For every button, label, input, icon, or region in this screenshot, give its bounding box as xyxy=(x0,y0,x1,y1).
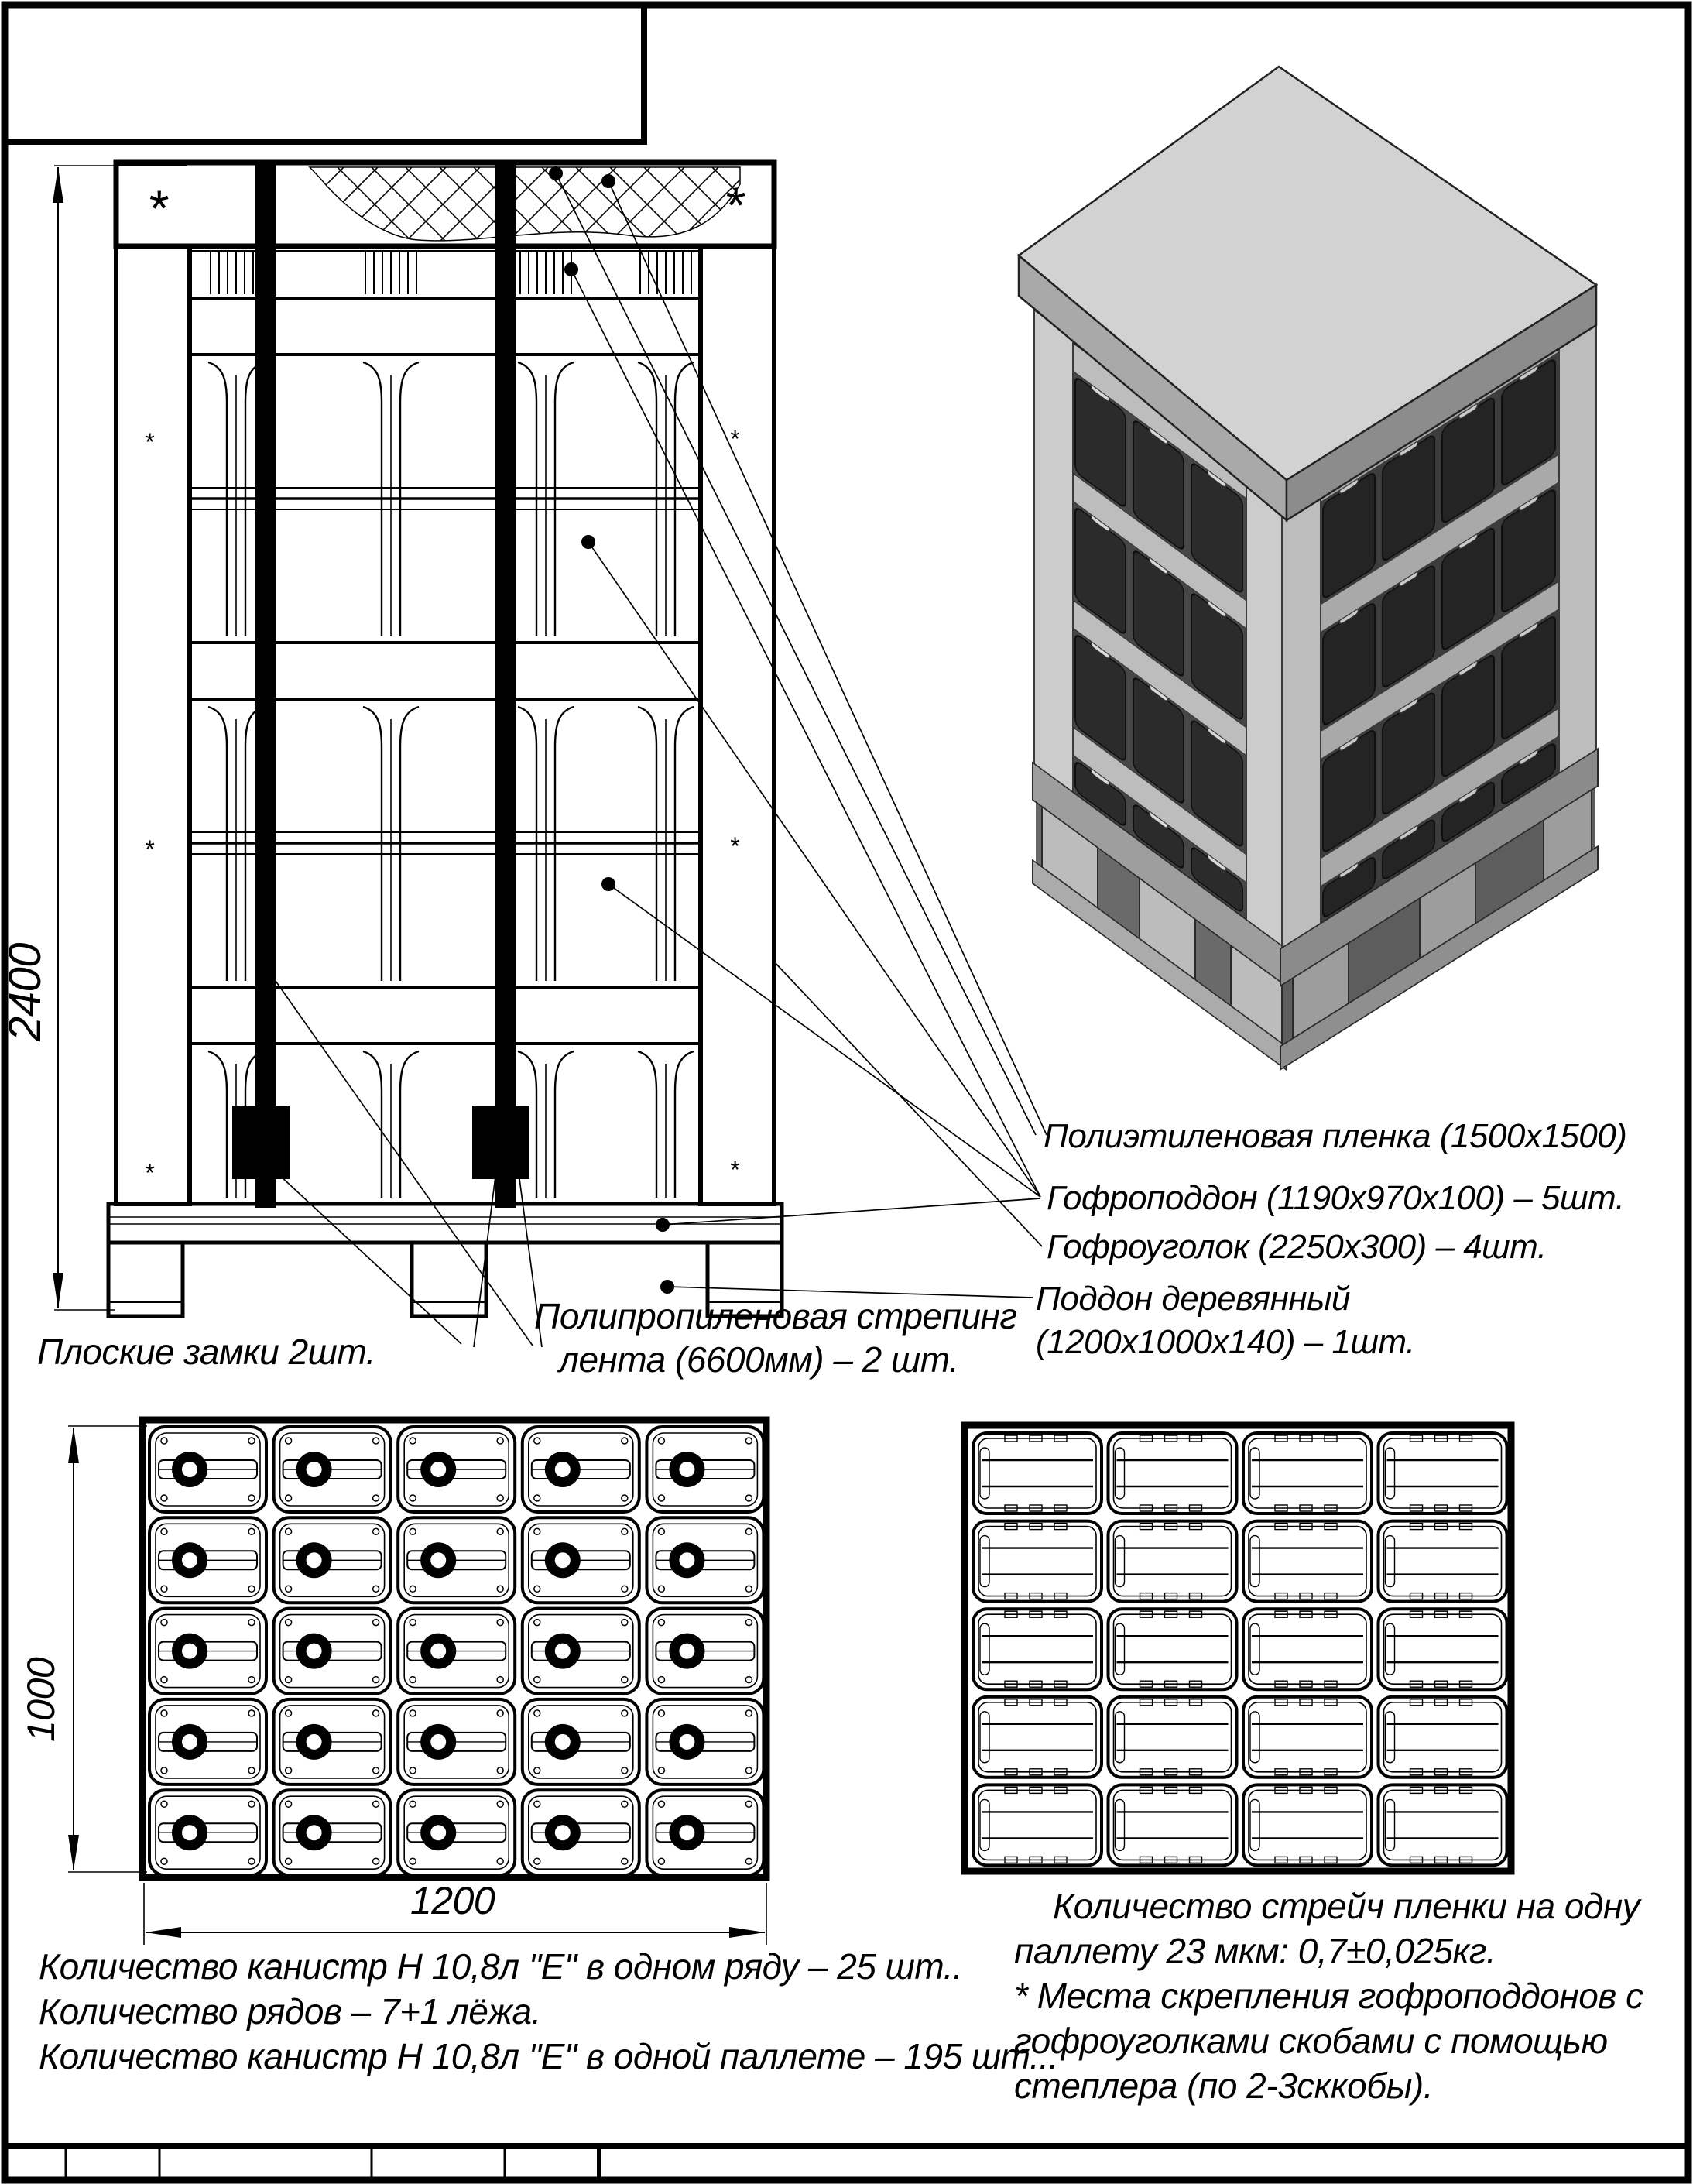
iso-corner-board xyxy=(1282,470,1321,951)
canister-column xyxy=(555,1051,574,1198)
dimension-1000 xyxy=(19,1426,147,1872)
canister-side xyxy=(1379,1433,1507,1514)
fastening-mark: * xyxy=(729,425,739,453)
canister-column xyxy=(363,1051,382,1198)
canister-top xyxy=(523,1699,639,1785)
canister-side xyxy=(1243,1785,1372,1865)
canister-side xyxy=(1243,1697,1372,1778)
canister-side xyxy=(1379,1697,1507,1778)
dim-1200-label: 1200 xyxy=(410,1879,495,1922)
strap-buckle-right xyxy=(472,1106,529,1179)
canister-top xyxy=(646,1609,763,1694)
canister-top xyxy=(149,1790,266,1875)
canister-side xyxy=(1379,1785,1507,1865)
corner-board-left xyxy=(116,246,190,1204)
canister-side xyxy=(1109,1521,1237,1602)
dim-1000-label: 1000 xyxy=(19,1657,63,1742)
canister-top xyxy=(523,1427,639,1512)
canister-top xyxy=(149,1699,266,1785)
canister-side xyxy=(973,1697,1102,1778)
callout-wood-pallet-1: Поддон деревянный xyxy=(1036,1280,1350,1318)
canister-column xyxy=(208,1051,227,1198)
callout-tray: Гофроподдон (1190х970х100) – 5шт. xyxy=(1047,1179,1625,1217)
canister-column xyxy=(638,1051,656,1198)
canister-top xyxy=(274,1699,391,1785)
canister-top xyxy=(149,1609,266,1694)
canister-side xyxy=(1109,1697,1237,1778)
isometric-view xyxy=(1019,67,1598,1070)
canister-top xyxy=(274,1790,391,1875)
callout-corner-board: Гофроуголок (2250х300) – 4шт. xyxy=(1047,1228,1547,1266)
canister-top xyxy=(398,1517,515,1603)
canister-top xyxy=(523,1517,639,1603)
strap-left xyxy=(255,163,276,1208)
layer-top-view-standing xyxy=(142,1420,766,1877)
note-right-5: степлера (по 2-3сккобы). xyxy=(1014,2066,1434,2106)
fastening-mark: * xyxy=(147,180,167,237)
canister-side xyxy=(973,1521,1102,1602)
note-right-3: * Места скрепления гофроподдонов с xyxy=(1014,1976,1643,2016)
canister-side xyxy=(1243,1433,1372,1514)
canister-side xyxy=(1109,1433,1237,1514)
callout-film: Полиэтиленовая пленка (1500х1500) xyxy=(1044,1117,1627,1155)
callout-strap-1: Полипропиленовая стрепинг xyxy=(534,1296,1017,1336)
canister-side xyxy=(1109,1609,1237,1689)
top-left-stamp-box xyxy=(5,5,644,142)
dimension-1200 xyxy=(144,1879,766,1945)
iso-corner-board xyxy=(1034,310,1073,796)
note-right-1: Количество стрейч пленки на одну xyxy=(1053,1886,1640,1926)
fastening-mark: * xyxy=(144,835,153,863)
callout-wood-pallet-2: (1200х1000х140) – 1шт. xyxy=(1036,1323,1415,1361)
front-view xyxy=(108,163,782,1316)
canister-top xyxy=(149,1517,266,1603)
note-left-1: Количество канистр Н 10,8л "Е" в одном ряду – 25 шт.. xyxy=(39,1946,963,1987)
canister-side xyxy=(1109,1785,1237,1865)
canister-column xyxy=(675,1051,694,1198)
canister-side xyxy=(1243,1609,1372,1689)
canister-top xyxy=(274,1609,391,1694)
canister-side xyxy=(1379,1609,1507,1689)
note-left-2: Количество рядов – 7+1 лёжа. xyxy=(39,1991,541,2031)
dimension-2400 xyxy=(0,166,187,1310)
callout-strap-2: лента (6600мм) – 2 шт. xyxy=(559,1339,959,1380)
note-right-2: паллету 23 мкм: 0,7±0,025кг. xyxy=(1014,1931,1496,1971)
leader-lines xyxy=(246,173,1047,1347)
note-left-3: Количество канистр Н 10,8л "Е" в одной паллете – 195 шт... xyxy=(39,2036,1058,2076)
canister-side-grid xyxy=(973,1433,1507,1865)
canister-side xyxy=(973,1785,1102,1865)
film-hatch-area xyxy=(310,167,740,241)
canister-top xyxy=(523,1609,639,1694)
fastening-mark: * xyxy=(724,177,744,234)
canister-column xyxy=(400,1051,419,1198)
iso-corner-board xyxy=(1246,466,1285,951)
strap-buckle-left xyxy=(232,1106,290,1179)
fastening-mark: * xyxy=(144,428,153,456)
canister-top-grid xyxy=(149,1427,763,1875)
title-block xyxy=(5,2146,1688,2180)
fastening-mark: * xyxy=(144,1159,153,1187)
dim-2400-label: 2400 xyxy=(0,942,50,1041)
canister-side xyxy=(1243,1521,1372,1602)
canister-top xyxy=(274,1427,391,1512)
canister-top xyxy=(523,1790,639,1875)
canister-top xyxy=(398,1609,515,1694)
strap-right xyxy=(495,163,516,1208)
corner-board-right xyxy=(701,246,774,1204)
canister-top xyxy=(646,1790,763,1875)
iso-corner-board xyxy=(1559,296,1596,776)
note-right-4: гофроуголками скобами с помощью xyxy=(1014,2021,1608,2061)
canister-top xyxy=(274,1517,391,1603)
canister-side xyxy=(973,1433,1102,1514)
canister-top xyxy=(646,1699,763,1785)
canister-top xyxy=(398,1427,515,1512)
callout-flat-locks: Плоские замки 2шт. xyxy=(37,1332,375,1372)
canister-top xyxy=(646,1517,763,1603)
canister-side xyxy=(1379,1521,1507,1602)
fastening-mark: * xyxy=(729,832,739,860)
canister-side xyxy=(973,1609,1102,1689)
canister-top xyxy=(149,1427,266,1512)
canister-top xyxy=(398,1699,515,1785)
fastening-mark: * xyxy=(729,1156,739,1184)
layer-top-view-lying xyxy=(965,1425,1511,1871)
canister-top xyxy=(646,1427,763,1512)
canister-top xyxy=(398,1790,515,1875)
